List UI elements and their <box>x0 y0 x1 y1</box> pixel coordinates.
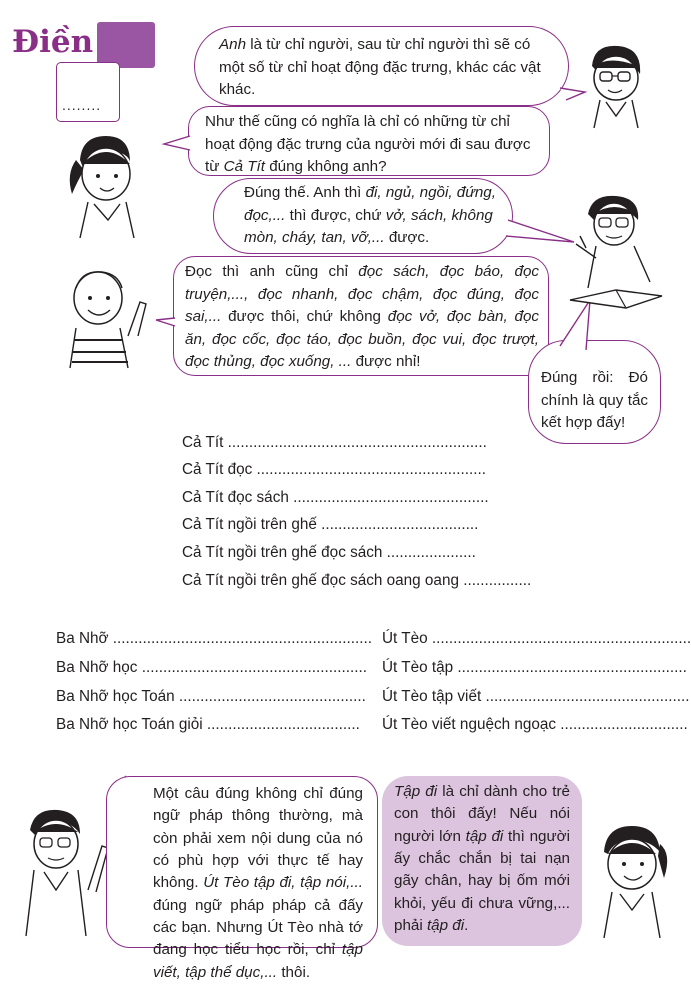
exercise-line[interactable]: Cả Tít ............................................................. <box>182 434 487 451</box>
girl-smiling-icon <box>594 820 670 940</box>
exercise-line[interactable]: Ba Nhỡ học Toán giỏi .................................... <box>56 716 360 733</box>
bubble-text: Đúng rồi: Đó chính là quy tắc kết hợp đấy! <box>541 369 648 431</box>
bubble-text: là từ chỉ người, sau từ chỉ người thì sẽ có một số từ chỉ hoạt động đặc trưng, khác các vật khác. <box>219 36 541 98</box>
speech-bubble-3 <box>213 178 513 254</box>
bubble-text: được. <box>384 229 430 246</box>
bubble-text: đúng không anh? <box>264 158 387 175</box>
note-text: Một câu đúng không chỉ đúng ngữ pháp thông thường, mà còn phải xem nội dung của nó có phù hợp với thực tế hay không. <box>153 785 363 892</box>
speech-bubble-1 <box>194 26 569 106</box>
bubble-italic: đọc sách, đọc báo, đọc truyện,..., đọc nhanh, đọc chậm, đọc đúng, đọc sai,... <box>185 263 539 325</box>
exercise-line[interactable]: Ba Nhỡ học Toán ............................................ <box>56 688 366 705</box>
bubble-text: Đọc thì anh cũng chỉ <box>185 263 359 280</box>
exercise-line[interactable]: Út Tèo ............................................................. <box>382 630 691 647</box>
note-italic: Tập đi <box>394 783 438 800</box>
note-text: là chỉ dành cho trẻ con thôi đấy! Nếu nói người lớn <box>394 783 570 845</box>
note-text: thì người ấy chắc chắn bị tai nạn gãy chân, hay bị ốm mới khỏi, yếu đi chưa vững,... phải <box>394 827 570 935</box>
exercise-line[interactable]: Cả Tít đọc ...................................................... <box>182 461 487 478</box>
boy-glasses-icon <box>580 40 650 130</box>
exercise-line[interactable]: Út Tèo viết nguệch ngoạc .............................. <box>382 716 688 733</box>
bubble-text: Như thế cũng có nghĩa là chỉ có những từ chỉ hoạt động đặc trưng của người mới đi sau được từ <box>205 113 531 175</box>
note-text: đúng ngữ pháp pháp cả đấy các bạn. Nhưng Út Tèo nhà tớ đang học tiểu học rồi, chỉ <box>153 896 363 959</box>
note-italic: tập đi <box>426 917 465 935</box>
girl-pigtails-icon <box>62 130 148 240</box>
note-italic: Út Tèo tập đi, tập nói,... <box>203 874 363 892</box>
note-box-right <box>382 776 582 946</box>
bubble-text: được nhỉ! <box>351 353 421 370</box>
exercise-line[interactable]: Ba Nhỡ ............................................................. <box>56 630 373 647</box>
exercise-line[interactable]: Cả Tít ngồi trên ghế ..................................... <box>182 516 479 533</box>
exercise-line[interactable]: Cả Tít đọc sách .............................................. <box>182 489 489 506</box>
fill-blank-box <box>56 62 120 122</box>
page-title: Điền <box>12 24 94 60</box>
note-box-left <box>106 776 378 981</box>
bald-boy-icon <box>62 262 158 372</box>
speech-bubble-5 <box>528 340 661 444</box>
exercise-line[interactable]: Cả Tít ngồi trên ghế đọc sách ..................... <box>182 544 476 561</box>
bubble-italic: đi, ngủ, ngồi, đứng, đọc,... <box>244 184 496 224</box>
exercise-line[interactable]: Ba Nhỡ học ..................................................... <box>56 659 367 676</box>
speech-bubble-2 <box>188 106 550 176</box>
note-italic: tập đi <box>465 827 504 845</box>
exercise-line[interactable]: Út Tèo tập viết ................................................ <box>382 688 690 705</box>
bubble-text: được thôi, chứ không <box>221 308 388 325</box>
bubble-italic: đọc vở, đọc bàn, đọc ăn, đọc cốc, đọc táo, đọc buồn, đọc vui, đọc trượt, đọc thủng, đọc xuống, ... <box>185 308 539 370</box>
note-text: thôi. <box>277 963 311 981</box>
bubble-italic: Cả Tít <box>223 158 265 175</box>
bubble-text: Đúng thế. Anh thì <box>244 184 366 201</box>
boy-pointing-icon <box>14 800 114 940</box>
exercise-line[interactable]: Cả Tít ngồi trên ghế đọc sách oang oang ................ <box>182 572 532 589</box>
speech-bubble-4 <box>173 256 549 376</box>
bubble-italic: Anh <box>219 36 247 53</box>
note-text: . <box>464 917 469 935</box>
bubble-italic: vở, sách, không mòn, cháy, tan, vỡ,... <box>244 206 493 246</box>
exercise-line[interactable]: Út Tèo tập ...................................................... <box>382 659 687 676</box>
boy-writing-icon <box>566 192 666 312</box>
blank-dots: ........ <box>62 97 102 113</box>
bubble-text: thì được, chứ <box>285 206 386 224</box>
note-italic: tập viết, tập thể dục,... <box>153 941 363 981</box>
